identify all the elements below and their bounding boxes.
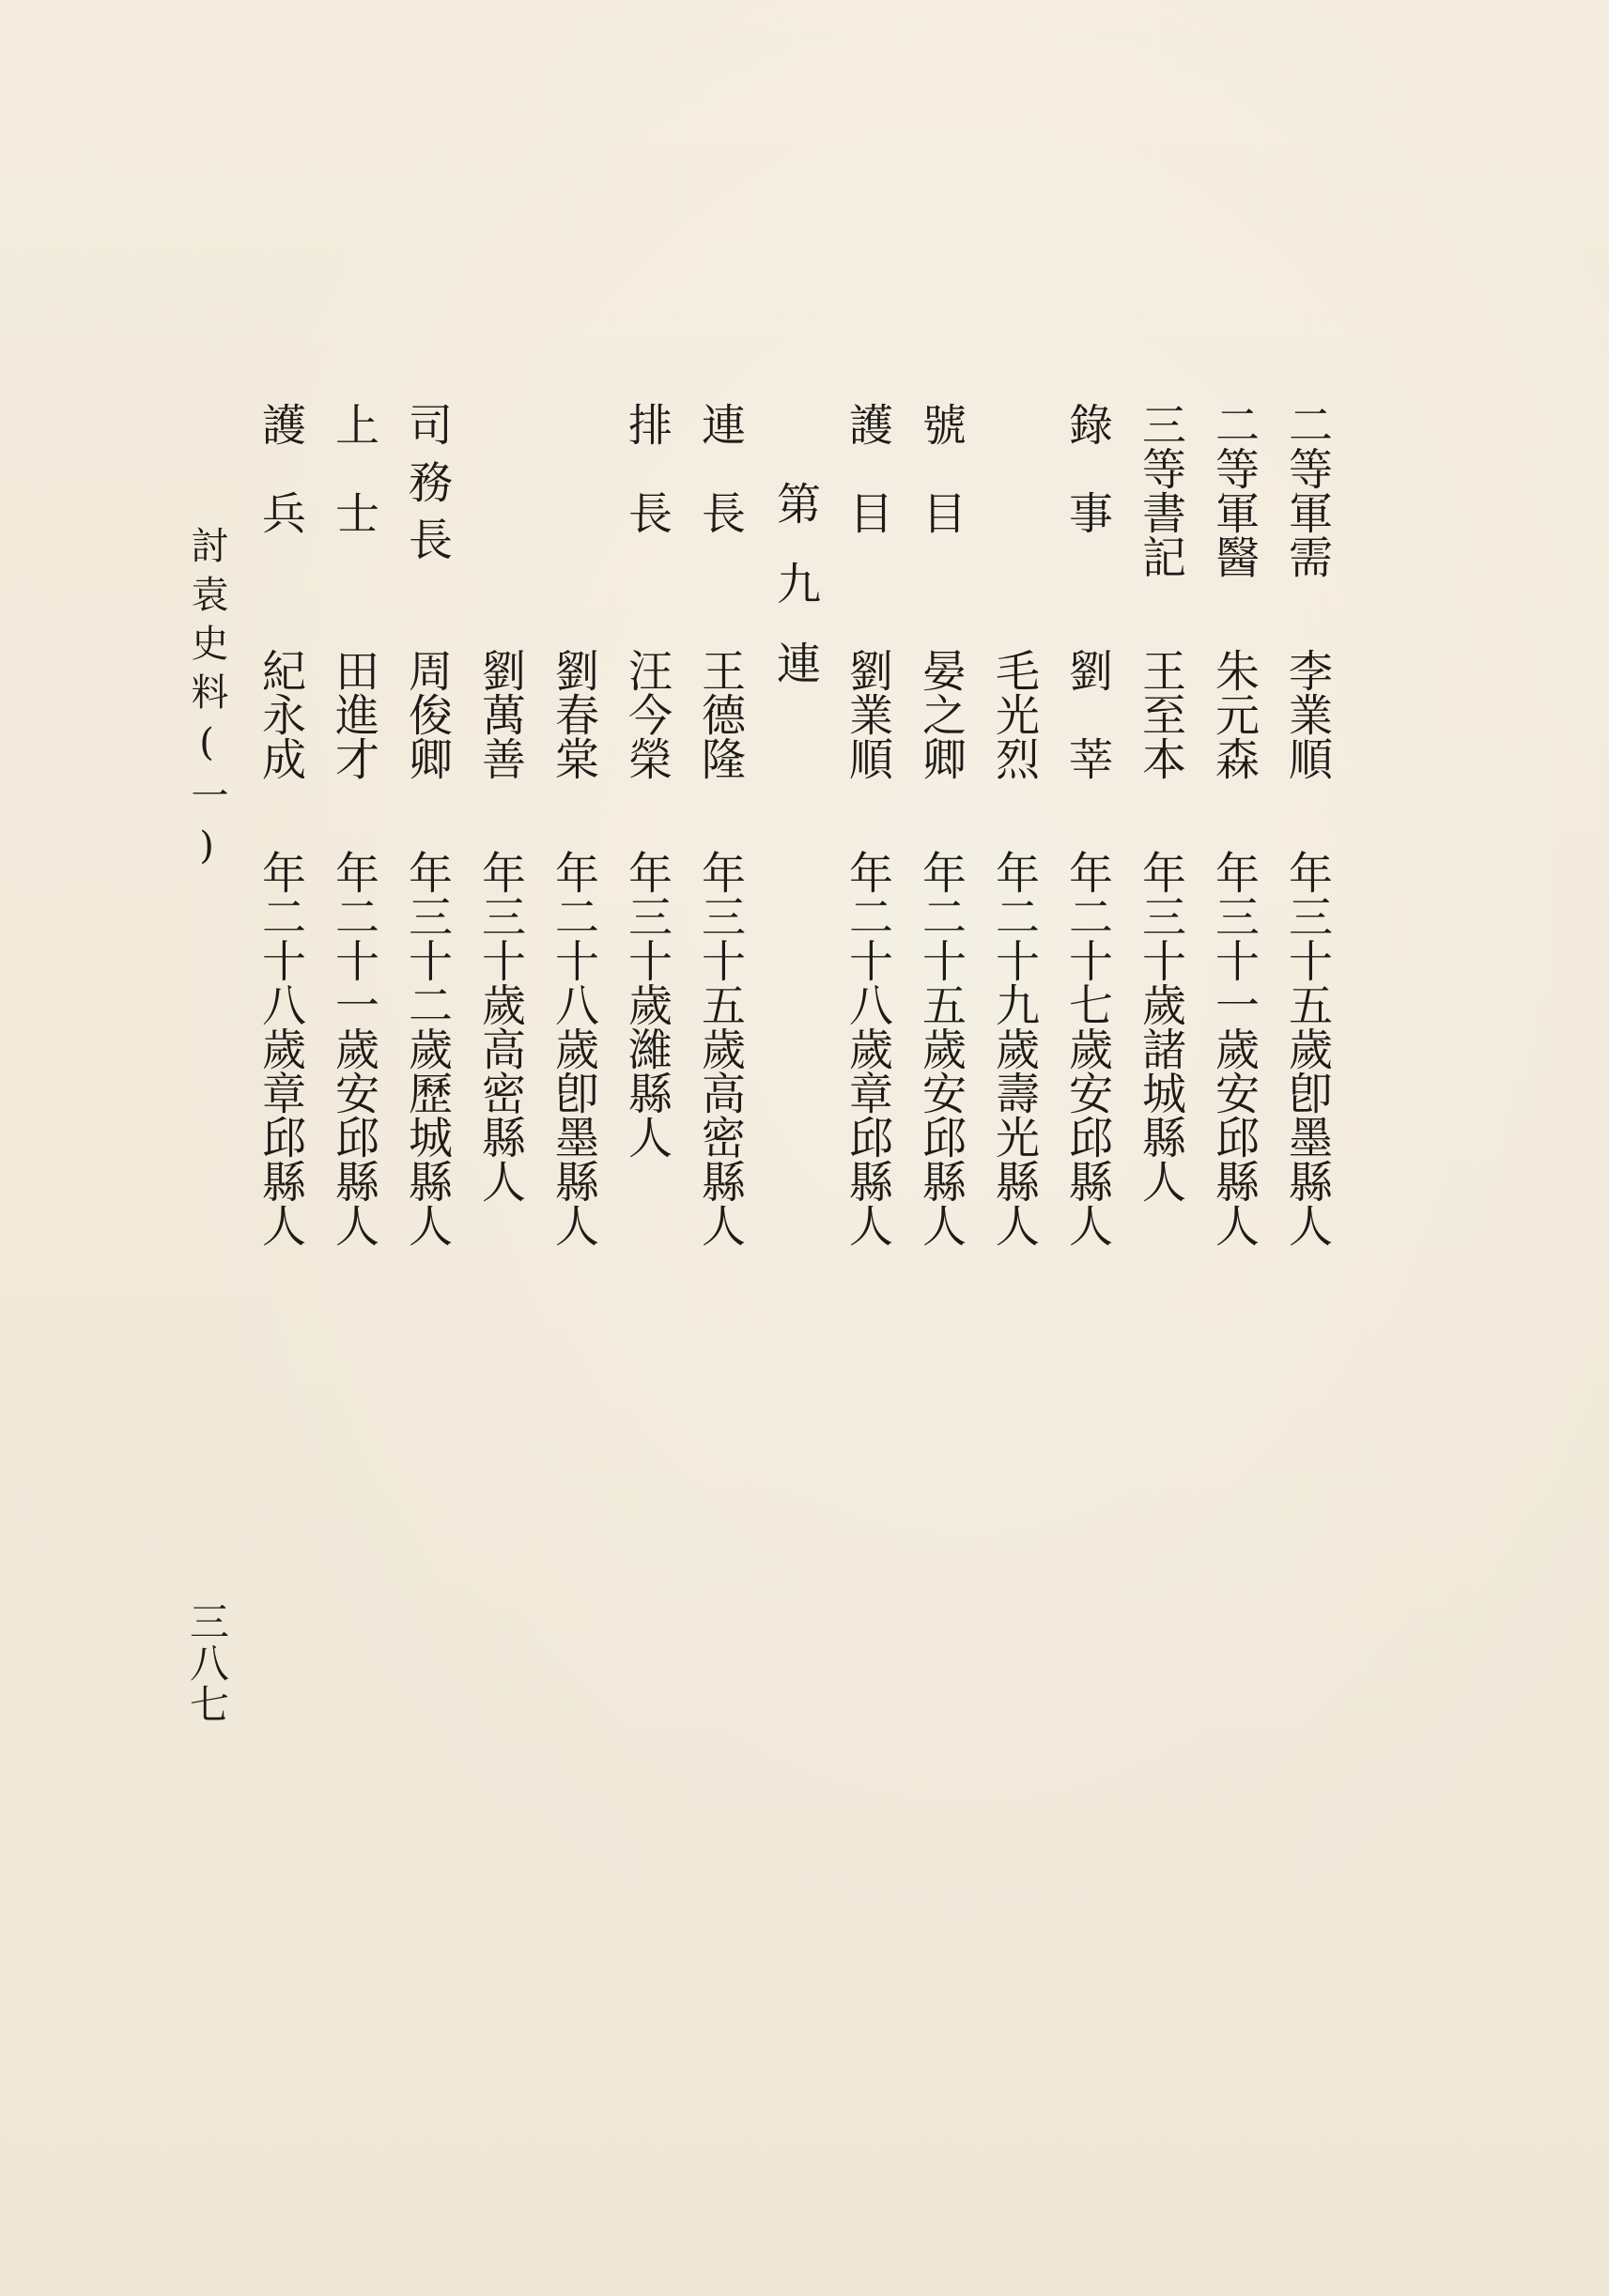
column-name: 田進才 <box>328 648 379 780</box>
column-desc: 年二十一歲安邱縣人 <box>328 850 379 1247</box>
column-desc: 年二十五歲安邱縣人 <box>915 850 967 1247</box>
column-name: 周俊卿 <box>401 648 453 780</box>
column-name: 晏之卿 <box>915 648 967 780</box>
column-desc: 年二十九歲壽光縣人 <box>988 850 1040 1247</box>
column-title: 護目 <box>842 402 893 578</box>
column-name: 劉業順 <box>842 648 893 780</box>
column-desc: 年三十歲諸城縣人 <box>1135 850 1186 1203</box>
column-title: 號目 <box>915 402 967 578</box>
column-name: 劉萬善 <box>474 648 526 780</box>
column-title: 錄事 <box>1061 402 1113 578</box>
column-title: 上士 <box>328 402 379 578</box>
column-name: 劉春棠 <box>548 648 599 780</box>
column-desc: 年二十七歲安邱縣人 <box>1061 850 1113 1247</box>
column-desc: 年三十五歲高密縣人 <box>694 850 746 1247</box>
column-title: 護兵 <box>255 402 306 578</box>
column-name: 紀永成 <box>255 648 306 780</box>
column-name: 王至本 <box>1135 648 1186 780</box>
column-desc: 年二十八歲卽墨縣人 <box>548 850 599 1247</box>
column-desc: 年二十八歲章邱縣人 <box>842 850 893 1247</box>
column-name: 王德隆 <box>694 648 746 780</box>
column-title: 司務長 <box>401 402 453 574</box>
column-title: 二等軍醫 <box>1208 402 1260 578</box>
column-title: 排長 <box>621 402 673 578</box>
column-desc: 年三十二歲歷城縣人 <box>401 850 453 1247</box>
column-title: 二等軍需 <box>1281 402 1333 578</box>
column-desc: 年二十八歲章邱縣人 <box>255 850 306 1247</box>
column-title: 連長 <box>694 402 746 578</box>
column-name: 朱元森 <box>1208 648 1260 780</box>
column-title: 三等書記 <box>1135 402 1186 578</box>
column-desc: 年三十一歲安邱縣人 <box>1208 850 1260 1247</box>
column-name: 李業順 <box>1281 648 1333 780</box>
page-number: 三八七 <box>184 1601 230 1725</box>
column-name: 劉莘 <box>1061 648 1113 824</box>
section-heading: 第九連 <box>769 481 821 720</box>
column-name: 汪今榮 <box>621 648 673 780</box>
column-desc: 年三十歲高密縣人 <box>474 850 526 1203</box>
running-title: 討袁史料(一) <box>185 526 228 879</box>
column-name: 毛光烈 <box>988 648 1040 780</box>
column-desc: 年三十五歲卽墨縣人 <box>1281 850 1333 1247</box>
column-desc: 年三十歲濰縣人 <box>621 850 673 1159</box>
